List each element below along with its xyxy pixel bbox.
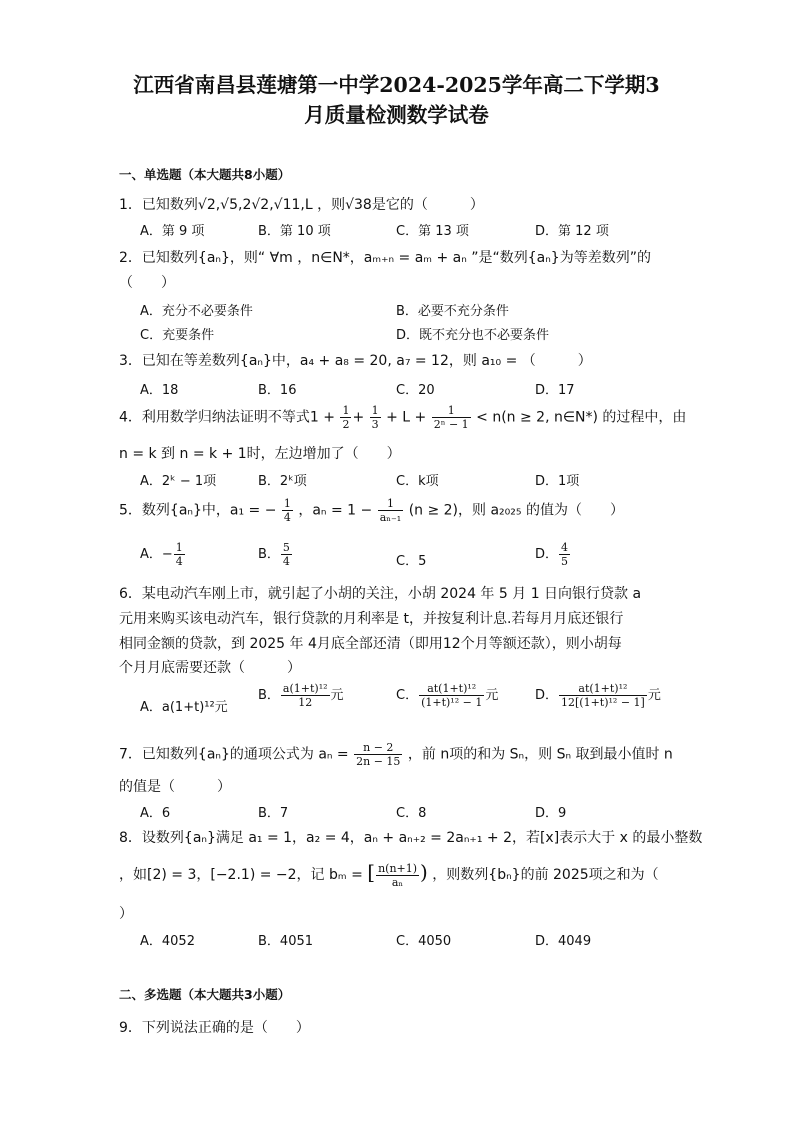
question-6-line2: 元用来购买该电动汽车，银行贷款的月利率是 t，并按复利计息.若每月月底还银行 xyxy=(119,611,624,627)
q8-option-c: C．4050 xyxy=(396,934,452,949)
q6-option-b-den: 12 xyxy=(298,696,313,709)
q5-option-d-frac xyxy=(559,541,570,568)
q8-line2-post: ，则数列{bₙ}的前 2025项之和为（ xyxy=(432,867,659,883)
question-8-line2 xyxy=(119,860,659,889)
q6-option-c-unit: 元 xyxy=(485,688,499,703)
question-7-stem xyxy=(119,741,673,768)
question-4-stem-cont: n = k 到 n = k + 1时，左边增加了（ ） xyxy=(119,446,401,462)
q6-option-c-den: (1+t)¹² − 1 xyxy=(421,696,483,709)
q7-frac-den: 2n − 15 xyxy=(356,755,401,768)
q7-frac-num: n − 2 xyxy=(354,741,402,755)
question-8-line1: 8．设数列{aₙ}满足 a₁ = 1，a₂ = 4，aₙ + aₙ₊₂ = 2aₙ₊₁ + 2，若[x]表示大于 x 的最小整数 xyxy=(119,830,703,846)
q3-option-c: C．20 xyxy=(396,383,435,398)
q6-option-d-unit: 元 xyxy=(647,688,661,703)
q1-option-d: D．第 12 项 xyxy=(535,224,609,239)
q4-frac-2-num: 1 xyxy=(371,404,379,417)
q4-option-d: D．1项 xyxy=(535,474,580,489)
q3-option-d: D．17 xyxy=(535,383,575,398)
q5-frac-1-num: 1 xyxy=(283,497,291,510)
question-6-line4: 个月月底需要还款（ ） xyxy=(119,660,301,676)
q2-option-c: C．充要条件 xyxy=(140,328,215,343)
q8-frac xyxy=(376,862,419,889)
q3-option-b: B．16 xyxy=(258,383,297,398)
q5-stem-post: (n ≥ 2)，则 a₂₀₂₅ 的值为（ ） xyxy=(408,502,624,519)
section-heading-single-choice: 一、单选题（本大题共8小题） xyxy=(119,167,291,182)
section-heading-multi-choice: 二、多选题（本大题共3小题） xyxy=(119,987,291,1002)
q4-frac-2-den: 3 xyxy=(371,418,379,431)
q5-option-b-frac xyxy=(281,541,292,568)
q1-option-a: A．第 9 项 xyxy=(140,224,205,239)
question-1-stem: 1．已知数列√2,√5,2√2,√11,L ，则√38是它的（ ） xyxy=(119,197,484,213)
q2-option-a: A．充分不必要条件 xyxy=(140,304,253,319)
question-8-line3: ） xyxy=(119,906,133,922)
q4-option-c: C．k项 xyxy=(396,474,439,489)
q5-option-d-num: 4 xyxy=(561,541,569,554)
question-7-stem-cont: 的值是（ ） xyxy=(119,779,231,795)
q2-option-d: D．既不充分也不必要条件 xyxy=(396,328,550,343)
q7-option-b: B．7 xyxy=(258,806,289,821)
q4-frac-1-num: 1 xyxy=(342,404,350,417)
q4-frac-1-den: 2 xyxy=(342,418,350,431)
q5-option-a-num: 1 xyxy=(175,541,183,554)
question-6-line3: 相同金额的贷款，到 2025 年 4月底全部还清（即用12个月等额还款），则小胡每 xyxy=(119,636,622,652)
q7-option-c: C．8 xyxy=(396,806,427,821)
q4-option-b: B．2ᵏ项 xyxy=(258,474,307,489)
q5-option-d-den: 5 xyxy=(561,555,569,568)
q7-option-a: A．6 xyxy=(140,806,171,821)
q5-option-a-prefix: A．− xyxy=(140,547,173,562)
question-2-stem-cont: （ ） xyxy=(119,275,175,291)
q5-stem-pre: 5．数列{aₙ}中，a₁ = − xyxy=(119,502,277,519)
question-5-stem xyxy=(119,497,624,524)
q5-option-b-den: 4 xyxy=(282,555,290,568)
q6-option-b-num: a(1+t)¹² xyxy=(282,682,328,695)
q8-line2-pre: ，如[2) = 3，[−2.1) = −2，记 bₘ = xyxy=(119,867,363,883)
exam-title-line2: 月质量检测数学试卷 xyxy=(304,103,489,127)
q5-frac-1 xyxy=(282,497,293,524)
q7-frac xyxy=(354,741,402,768)
q5-stem-mid: ，aₙ = 1 − xyxy=(298,502,373,519)
q8-ceiling-left: [ xyxy=(367,860,376,884)
q7-stem-post: ，前 n项的和为 Sₙ，则 Sₙ 取到最小值时 n xyxy=(407,746,673,763)
q3-option-a: A．18 xyxy=(140,383,179,398)
q6-option-b-prefix: B． xyxy=(258,688,280,703)
q1-option-b: B．第 10 项 xyxy=(258,224,331,239)
q7-stem-pre: 7．已知数列{aₙ}的通项公式为 aₙ = xyxy=(119,746,349,763)
q4-frac-2 xyxy=(370,404,381,431)
q6-option-d-num: at(1+t)¹² xyxy=(559,682,647,696)
q8-frac-den: aₙ xyxy=(391,875,404,889)
q4-stem-post: < n(n ≥ 2, n∈N*) 的过程中，由 xyxy=(476,409,687,426)
q8-option-a: A．4052 xyxy=(140,934,195,949)
q5-option-c: C．5 xyxy=(396,554,427,569)
q5-frac-1-den: 4 xyxy=(283,511,291,524)
q8-ceiling-right: ) xyxy=(420,860,428,884)
q5-option-a-den: 4 xyxy=(175,555,183,568)
question-9-stem: 9．下列说法正确的是（ ） xyxy=(119,1020,310,1036)
q6-option-d xyxy=(535,682,661,709)
q1-option-c: C．第 13 项 xyxy=(396,224,469,239)
q4-option-a: A．2ᵏ − 1项 xyxy=(140,474,217,489)
question-4-stem: 4．利用数学归纳法证明不等式1 + $\frac{1}{2}$ + $\frac{1}{3}$ + L + $\frac{1}{\text{2ⁿ − 1}}$ < n(n ≥ 2, n∈N*) 的过程中，由 xyxy=(119,404,687,431)
q6-option-b-unit: 元 xyxy=(330,688,344,703)
q6-option-c-num: at(1+t)¹² xyxy=(419,682,484,696)
q8-option-b: B．4051 xyxy=(258,934,314,949)
q5-option-d xyxy=(535,541,571,568)
q8-option-d: D．4049 xyxy=(535,934,592,949)
q5-option-b-prefix: B． xyxy=(258,547,280,562)
q4-frac-1 xyxy=(340,404,351,431)
q6-option-d-prefix: D． xyxy=(535,688,559,703)
q5-option-b xyxy=(258,541,293,568)
q4-dots: + L + xyxy=(386,409,427,426)
q4-frac-3 xyxy=(432,404,471,431)
q4-stem-pre: 4．利用数学归纳法证明不等式1 + xyxy=(119,409,335,426)
exam-title-line1: 江西省南昌县莲塘第一中学2024-2025学年高二下学期3 xyxy=(133,73,660,97)
q6-option-d-den: 12[(1+t)¹² − 1] xyxy=(561,696,645,709)
question-6-line1: 6．某电动汽车刚上市，就引起了小胡的关注，小胡 2024 年 5 月 1 日向银行贷款 a xyxy=(119,586,642,602)
q6-option-d-frac xyxy=(559,682,647,709)
question-2-stem: 2．已知数列{aₙ}，则“ ∀m ，n∈N*，aₘ₊ₙ = aₘ + aₙ ”是“数列{aₙ}为等差数列”的 xyxy=(119,250,651,266)
q5-option-b-num: 5 xyxy=(282,541,290,554)
q4-frac-3-den: 2ⁿ − 1 xyxy=(433,418,469,431)
q5-frac-2-num: 1 xyxy=(378,497,404,511)
q6-option-c-prefix: C． xyxy=(396,688,419,703)
q5-option-a xyxy=(140,541,186,568)
q7-option-d: D．9 xyxy=(535,806,567,821)
q2-option-b: B．必要不充分条件 xyxy=(396,304,509,319)
q6-option-c xyxy=(396,682,498,709)
question-3-stem: 3．已知在等差数列{aₙ}中，a₄ + a₈ = 20, a₇ = 12，则 a₁₀ = （ ） xyxy=(119,353,592,369)
q5-frac-2 xyxy=(378,497,404,524)
q6-option-c-frac xyxy=(419,682,484,709)
q5-option-d-prefix: D． xyxy=(535,547,559,562)
q8-frac-num: n(n+1) xyxy=(378,861,418,875)
q5-option-a-frac xyxy=(174,541,185,568)
q6-option-b xyxy=(258,682,344,709)
q4-frac-3-num: 1 xyxy=(432,404,471,418)
q6-option-a: A．a(1+t)¹²元 xyxy=(140,700,228,715)
q5-frac-2-den: aₙ₋₁ xyxy=(379,511,402,524)
q6-option-b-frac xyxy=(281,682,330,709)
